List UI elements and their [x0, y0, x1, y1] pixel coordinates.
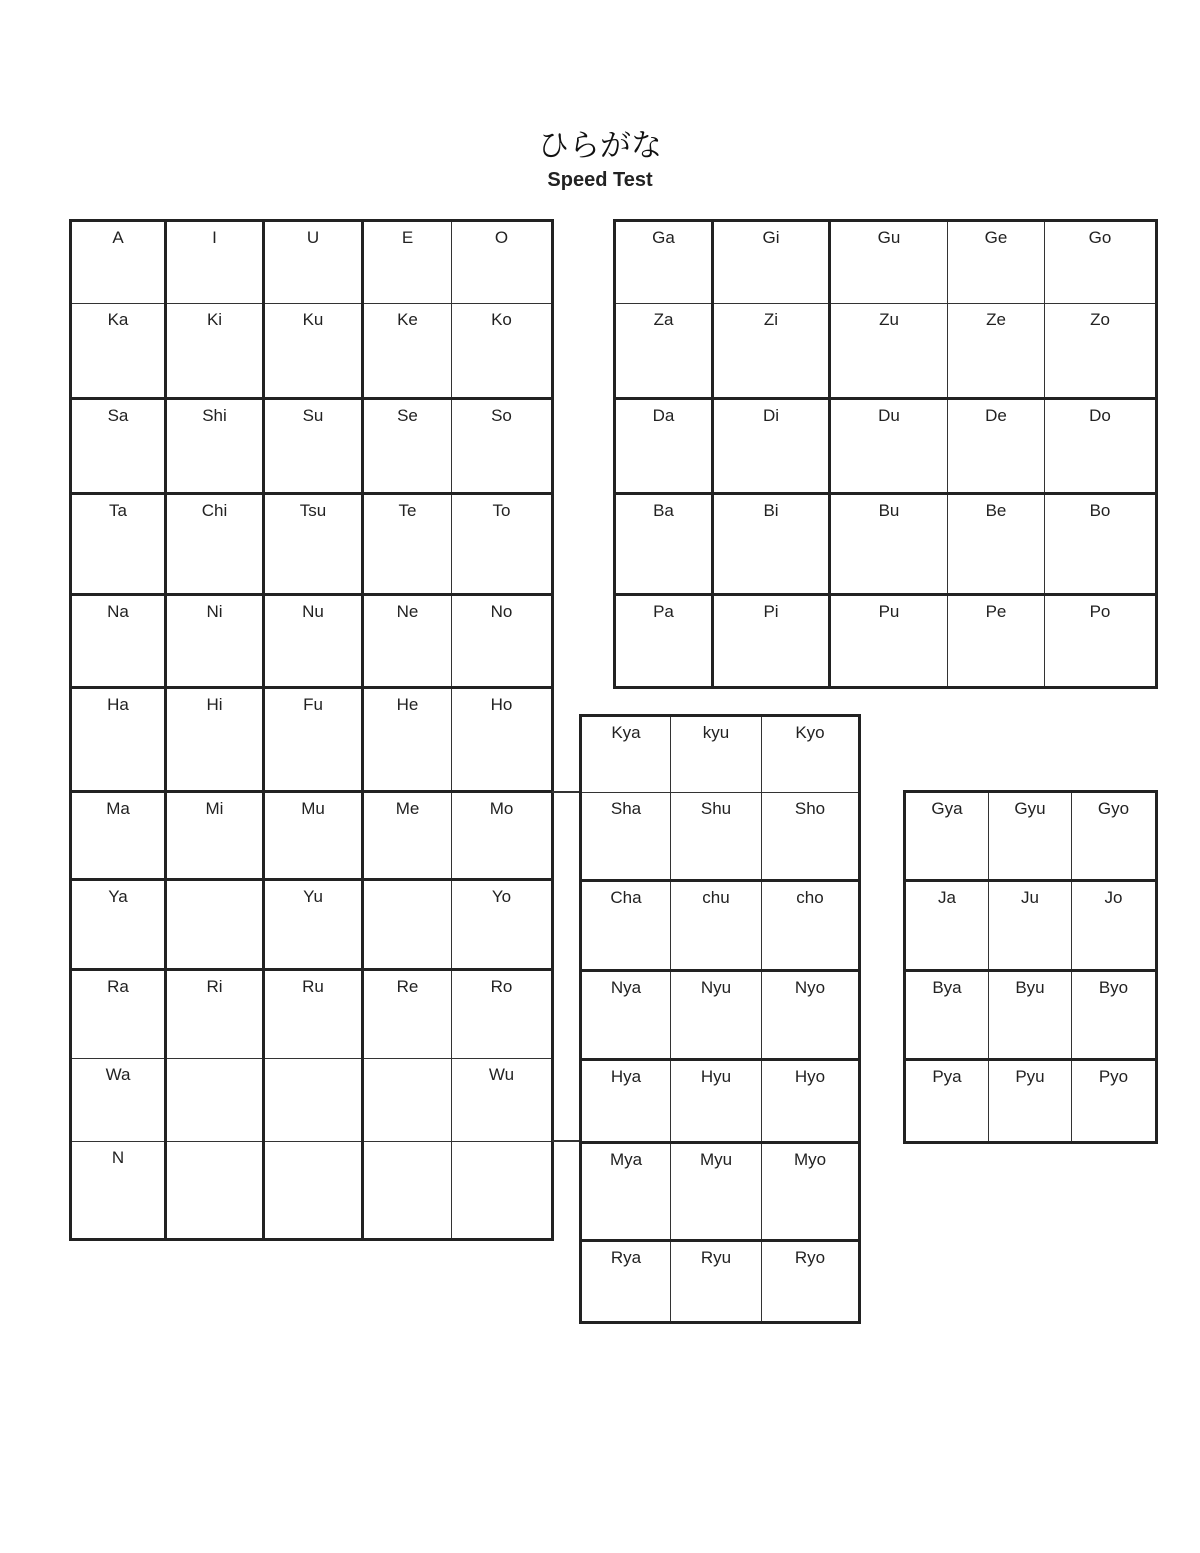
- kana-cell: [264, 221, 363, 304]
- kana-label: Hya: [610, 1067, 642, 1086]
- kana-cell: [671, 971, 762, 1060]
- kana-cell: [166, 399, 264, 494]
- kana-label: Zo: [1090, 310, 1110, 329]
- kana-cell: [762, 1143, 860, 1241]
- kana-cell: [363, 1142, 452, 1240]
- kana-label: Be: [985, 501, 1007, 520]
- kana-label: Shu: [700, 799, 732, 818]
- kana-label: Chi: [201, 501, 228, 520]
- kana-cell: [363, 880, 452, 970]
- kana-label: Pu: [878, 602, 900, 621]
- kana-label: Ja: [938, 888, 956, 907]
- kana-label: Ta: [109, 501, 127, 520]
- table-row: [71, 792, 553, 880]
- kana-cell: [713, 221, 830, 304]
- kana-label: Pa: [653, 602, 674, 621]
- kana-cell: [264, 970, 363, 1059]
- kana-label: Byo: [1098, 978, 1129, 997]
- kana-label: Sha: [610, 799, 642, 818]
- table-row: [71, 221, 553, 304]
- kana-cell: [671, 716, 762, 793]
- kana-label: Ri: [206, 977, 223, 996]
- kana-label: Gi: [762, 228, 780, 247]
- kana-cell: [452, 1142, 553, 1240]
- kana-cell: [948, 399, 1045, 494]
- kana-label: Ho: [490, 695, 513, 714]
- combo-kana-table: [579, 714, 861, 1324]
- kana-cell: [1045, 494, 1157, 595]
- kana-cell: [71, 688, 166, 792]
- kana-label: Ryo: [794, 1248, 826, 1267]
- kana-cell: [452, 792, 553, 880]
- kana-cell: [762, 881, 860, 971]
- page-subtitle: Speed Test: [547, 169, 653, 191]
- kana-cell: [1045, 304, 1157, 399]
- kana-label: U: [306, 228, 320, 247]
- kana-label: Ba: [653, 501, 674, 520]
- kana-cell: [905, 792, 989, 881]
- kana-cell: [166, 1142, 264, 1240]
- kana-cell: [830, 595, 948, 688]
- kana-label: Shi: [202, 406, 227, 425]
- kana-label: Mu: [301, 799, 325, 818]
- kana-cell: [452, 970, 553, 1059]
- kana-label: Ko: [491, 310, 512, 329]
- kana-label: Me: [395, 799, 420, 818]
- kana-cell: [264, 595, 363, 688]
- kana-label: O: [494, 228, 509, 247]
- kana-cell: [71, 221, 166, 304]
- kana-cell: [830, 494, 948, 595]
- kana-label: N: [111, 1148, 125, 1167]
- kana-cell: [581, 1060, 671, 1143]
- kana-cell: [1072, 881, 1157, 971]
- kana-label: Na: [107, 602, 129, 621]
- table-row: [71, 595, 553, 688]
- kana-label: Bya: [932, 978, 962, 997]
- kana-cell: [989, 792, 1072, 881]
- kana-cell: [615, 595, 713, 688]
- kana-cell: [671, 1241, 762, 1323]
- kana-label: Wa: [105, 1065, 131, 1084]
- kana-label: Di: [762, 406, 780, 425]
- table-row: [581, 1060, 860, 1143]
- kana-label: Gyu: [1014, 799, 1046, 818]
- kana-cell: [615, 304, 713, 399]
- table-row: [615, 494, 1157, 595]
- kana-label: Cha: [610, 888, 642, 907]
- table-row: [581, 793, 860, 881]
- kana-label: Ze: [986, 310, 1006, 329]
- kana-label: Zi: [763, 310, 779, 329]
- kana-label: [265, 1059, 361, 1065]
- kana-label: Yo: [491, 887, 512, 906]
- kana-cell: [1072, 792, 1157, 881]
- kana-cell: [166, 880, 264, 970]
- kana-label: Ha: [107, 695, 129, 714]
- table-row: [71, 970, 553, 1059]
- kana-cell: [363, 1059, 452, 1142]
- kana-label: Pyu: [1015, 1067, 1045, 1086]
- kana-cell: [166, 494, 264, 595]
- kana-label: [364, 881, 451, 887]
- kana-label: Gyo: [1097, 799, 1130, 818]
- kana-cell: [671, 1143, 762, 1241]
- kana-label: Re: [396, 977, 419, 996]
- kana-cell: [166, 970, 264, 1059]
- kana-cell: [264, 688, 363, 792]
- table-row: [71, 880, 553, 970]
- kana-cell: [762, 1241, 860, 1323]
- kana-label: Ki: [206, 310, 223, 329]
- kana-label: E: [401, 228, 414, 247]
- kana-label: cho: [796, 888, 824, 907]
- kana-label: Wu: [488, 1065, 515, 1084]
- kana-label: Ryu: [700, 1248, 732, 1267]
- kana-label: Nyu: [700, 978, 732, 997]
- page-title: ひらがな: [538, 128, 662, 164]
- kana-label: chu: [702, 888, 730, 907]
- kana-cell: [989, 881, 1072, 971]
- kana-cell: [905, 1060, 989, 1143]
- kana-label: I: [212, 228, 217, 247]
- table-row: [615, 595, 1157, 688]
- kana-cell: [948, 304, 1045, 399]
- connector-line-lower: [552, 1140, 581, 1142]
- kana-cell: [830, 221, 948, 304]
- kana-label: Hyu: [700, 1067, 732, 1086]
- kana-cell: [452, 1059, 553, 1142]
- kana-label: Ga: [652, 228, 675, 247]
- table-row: [71, 494, 553, 595]
- kana-label: Sho: [794, 799, 826, 818]
- kana-cell: [762, 1060, 860, 1143]
- kana-cell: [581, 971, 671, 1060]
- kana-cell: [71, 792, 166, 880]
- kana-cell: [452, 595, 553, 688]
- kana-label: Bu: [878, 501, 900, 520]
- kana-cell: [615, 494, 713, 595]
- kana-label: Gya: [931, 799, 963, 818]
- kana-label: Ni: [206, 602, 223, 621]
- kana-cell: [264, 792, 363, 880]
- kana-cell: [264, 1059, 363, 1142]
- kana-label: Ya: [108, 887, 128, 906]
- kana-cell: [713, 494, 830, 595]
- kana-cell: [71, 494, 166, 595]
- kana-label: Nu: [302, 602, 324, 621]
- kana-cell: [762, 971, 860, 1060]
- kana-cell: [166, 221, 264, 304]
- kana-label: [167, 1059, 262, 1065]
- kana-cell: [615, 399, 713, 494]
- kana-label: Ge: [984, 228, 1008, 247]
- basic-kana-table: [69, 219, 554, 1241]
- kana-label: Gu: [877, 228, 901, 247]
- kana-cell: [264, 1142, 363, 1240]
- voiced-kana-table: [613, 219, 1158, 689]
- kana-label: Mya: [609, 1150, 643, 1169]
- kana-label: Ne: [396, 602, 419, 621]
- kana-cell: [71, 970, 166, 1059]
- kana-cell: [264, 494, 363, 595]
- kana-cell: [363, 304, 452, 399]
- kana-label: [265, 1142, 361, 1148]
- kana-label: Mi: [205, 799, 224, 818]
- kana-cell: [452, 221, 553, 304]
- kana-label: Ra: [107, 977, 129, 996]
- kana-cell: [452, 304, 553, 399]
- kana-cell: [671, 793, 762, 881]
- kana-cell: [713, 595, 830, 688]
- kana-label: Pe: [985, 602, 1007, 621]
- kana-cell: [581, 881, 671, 971]
- kana-label: [167, 881, 262, 887]
- kana-cell: [1045, 399, 1157, 494]
- kana-label: Po: [1089, 602, 1111, 621]
- kana-cell: [713, 304, 830, 399]
- kana-cell: [671, 881, 762, 971]
- kana-label: Su: [302, 406, 324, 425]
- kana-label: To: [492, 501, 511, 520]
- kana-cell: [948, 221, 1045, 304]
- kana-cell: [1045, 221, 1157, 304]
- kana-label: Te: [398, 501, 417, 520]
- kana-label: Do: [1089, 406, 1111, 425]
- kana-label: Ku: [302, 310, 324, 329]
- kana-label: Myo: [793, 1150, 827, 1169]
- kana-label: Kyo: [795, 723, 825, 742]
- kana-label: Ru: [302, 977, 324, 996]
- connector-line-upper: [552, 791, 581, 793]
- kana-label: Da: [652, 406, 675, 425]
- kana-cell: [989, 971, 1072, 1060]
- kana-cell: [713, 399, 830, 494]
- kana-label: [364, 1059, 451, 1065]
- kana-cell: [1072, 1060, 1157, 1143]
- table-row: [615, 221, 1157, 304]
- kana-cell: [581, 1143, 671, 1241]
- kana-cell: [363, 221, 452, 304]
- kana-cell: [830, 399, 948, 494]
- kana-cell: [264, 399, 363, 494]
- kana-cell: [1072, 971, 1157, 1060]
- kana-cell: [363, 792, 452, 880]
- kana-label: Pi: [763, 602, 779, 621]
- kana-cell: [166, 304, 264, 399]
- table-row: [905, 1060, 1157, 1143]
- kana-label: Tsu: [299, 501, 327, 520]
- kana-cell: [363, 494, 452, 595]
- kana-cell: [363, 970, 452, 1059]
- kana-cell: [989, 1060, 1072, 1143]
- kana-label: Kya: [611, 723, 641, 742]
- kana-cell: [71, 595, 166, 688]
- kana-label: Jo: [1104, 888, 1123, 907]
- kana-cell: [71, 304, 166, 399]
- kana-cell: [762, 716, 860, 793]
- kana-label: No: [490, 602, 513, 621]
- kana-cell: [166, 688, 264, 792]
- kana-cell: [452, 494, 553, 595]
- kana-cell: [905, 971, 989, 1060]
- kana-label: De: [985, 406, 1007, 425]
- kana-label: Yu: [303, 887, 323, 906]
- kana-label: Pya: [932, 1067, 962, 1086]
- kana-label: Go: [1088, 228, 1112, 247]
- table-row: [581, 1241, 860, 1323]
- kana-cell: [905, 881, 989, 971]
- kana-cell: [363, 595, 452, 688]
- kana-label: Mo: [489, 799, 514, 818]
- kana-cell: [71, 880, 166, 970]
- kana-label: Myu: [699, 1150, 733, 1169]
- kana-cell: [363, 688, 452, 792]
- table-row: [71, 399, 553, 494]
- kana-cell: [671, 1060, 762, 1143]
- kana-label: A: [112, 228, 124, 247]
- table-row: [71, 1142, 553, 1240]
- table-row: [615, 304, 1157, 399]
- kana-label: [452, 1142, 551, 1148]
- voiced-combo-kana-table: [903, 790, 1158, 1144]
- table-row: [71, 1059, 553, 1142]
- kana-label: [167, 1142, 262, 1148]
- kana-cell: [830, 304, 948, 399]
- kana-cell: [581, 716, 671, 793]
- kana-label: [364, 1142, 451, 1148]
- table-row: [615, 399, 1157, 494]
- kana-label: Byu: [1015, 978, 1045, 997]
- table-row: [581, 1143, 860, 1241]
- kana-cell: [363, 399, 452, 494]
- kana-cell: [166, 595, 264, 688]
- kana-cell: [615, 221, 713, 304]
- kana-cell: [166, 1059, 264, 1142]
- kana-cell: [452, 688, 553, 792]
- table-row: [905, 971, 1157, 1060]
- kana-label: So: [491, 406, 512, 425]
- kana-cell: [166, 792, 264, 880]
- kana-cell: [264, 304, 363, 399]
- kana-label: Hyo: [794, 1067, 826, 1086]
- table-row: [581, 716, 860, 793]
- kana-label: Rya: [610, 1248, 642, 1267]
- kana-cell: [452, 399, 553, 494]
- table-row: [905, 792, 1157, 881]
- table-row: [71, 688, 553, 792]
- kana-label: Fu: [303, 695, 323, 714]
- kana-label: Ke: [397, 310, 418, 329]
- kana-label: kyu: [702, 723, 730, 742]
- kana-label: Nyo: [794, 978, 826, 997]
- kana-cell: [581, 793, 671, 881]
- kana-cell: [948, 494, 1045, 595]
- kana-label: Nya: [610, 978, 642, 997]
- kana-label: Ro: [490, 977, 513, 996]
- kana-cell: [71, 1142, 166, 1240]
- kana-label: Bi: [763, 501, 779, 520]
- table-row: [905, 881, 1157, 971]
- kana-label: Hi: [206, 695, 223, 714]
- kana-cell: [762, 793, 860, 881]
- kana-label: Ma: [106, 799, 130, 818]
- table-row: [581, 881, 860, 971]
- kana-cell: [452, 880, 553, 970]
- kana-cell: [948, 595, 1045, 688]
- table-row: [71, 304, 553, 399]
- kana-label: Zu: [879, 310, 899, 329]
- kana-label: Bo: [1089, 501, 1111, 520]
- kana-cell: [1045, 595, 1157, 688]
- kana-cell: [581, 1241, 671, 1323]
- kana-label: Pyo: [1098, 1067, 1129, 1086]
- kana-label: Sa: [107, 406, 129, 425]
- kana-label: Ju: [1021, 888, 1039, 907]
- kana-label: Du: [878, 406, 900, 425]
- kana-label: He: [396, 695, 419, 714]
- kana-cell: [71, 1059, 166, 1142]
- kana-label: Ka: [107, 310, 129, 329]
- kana-label: Za: [653, 310, 674, 329]
- kana-cell: [71, 399, 166, 494]
- table-row: [581, 971, 860, 1060]
- kana-cell: [264, 880, 363, 970]
- kana-label: Se: [397, 406, 418, 425]
